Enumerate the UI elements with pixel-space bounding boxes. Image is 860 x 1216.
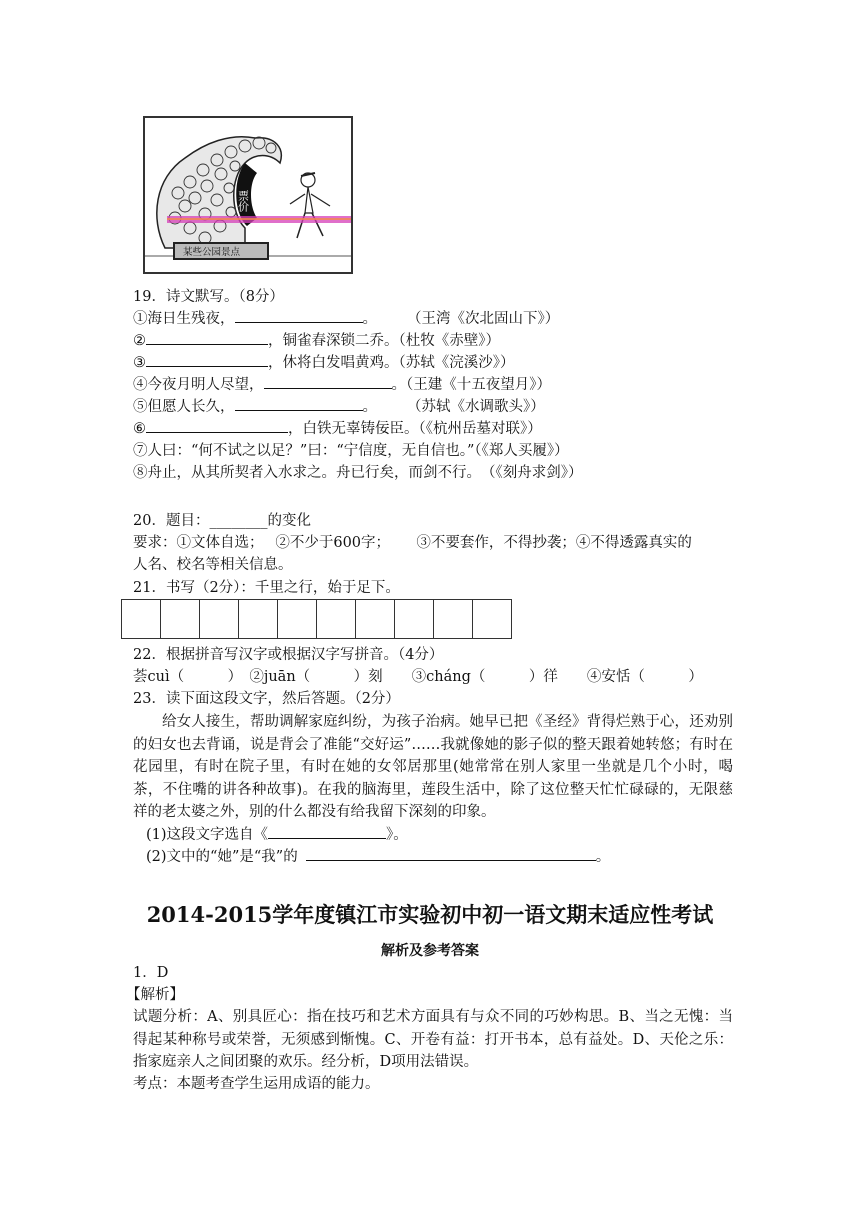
q23-sub2 [146,846,610,868]
q19-l2-text: ② [133,333,146,349]
writing-cell[interactable] [238,599,278,639]
analysis-label: 【解析】 [126,987,184,1003]
q19-heading: 19．诗文默写。（8分） [133,289,284,305]
q19-l1-source: （王湾《次北固山下》） [407,311,560,327]
q23-sub2-end: 。 [595,849,611,865]
answer-q1: 1．D [133,965,169,981]
q23-sub1 [146,824,408,846]
answer-subtitle: 解析及参考答案 [381,943,479,959]
q19-line-7: ⑦人曰：“何不试之以足？”曰：“宁信度，无自信也。”（《郑人买履》） [133,443,569,459]
writing-cell[interactable] [472,599,512,639]
q19-l3-text: ③ [133,355,146,371]
q19-l2-end: ，铜雀春深锁二乔。（杜牧《赤壁》） [268,333,500,349]
q19-l6-text: ⑥ [133,421,146,437]
cartoon-image [143,116,353,274]
q19-l5-text: ⑤但愿人长久， [133,399,235,415]
analysis-text: 试题分析：A、别具匠心：指在技巧和艺术方面具有与众不同的巧妙构思。B、当之无愧：当得起某种称号或荣誉，无须感到惭愧。C、开卷有益：打开书本，总有益处。D、天伦之乐：指家庭亲人之间团聚的欢乐。经分析，D项用法错误。 [133,1009,733,1070]
q19-l6-end: ，白铁无辜铸佞臣。（《杭州岳墓对联》） [288,421,542,437]
q19-line-4 [133,374,551,396]
q19-l5-source: （苏轼《水调歌头》） [407,399,545,415]
q20-requirements-2: 人名、校名等相关信息。 [133,557,293,573]
q23-sub2-text: (2)文中的“她”是“我”的 [146,849,298,865]
writing-cell[interactable] [199,599,239,639]
writing-cell[interactable] [121,599,161,639]
q22-items: 荟cuì（ ） ②juān（ ）刻 ③cháng（ ）徉 ④安恬（ ） [133,669,703,685]
q23-sub1-text: (1)这段文字选自《 [146,827,269,843]
q19-l3-end: ，休将白发唱黄鸡。（苏轼《浣溪沙》） [268,355,515,371]
writing-grid [122,599,512,639]
answer-blank[interactable] [235,396,363,411]
q19-line-2 [133,330,500,352]
cartoon-drawing [145,118,351,272]
answer-blank[interactable] [306,846,596,861]
q19-l4-end: 。（王建《十五夜望月》） [391,377,551,393]
q23-sub1-end: 》。 [386,827,408,843]
q19-line-1 [133,308,559,330]
writing-cell[interactable] [355,599,395,639]
q21-heading: 21．书写（2分）：千里之行，始于足下。 [133,580,400,596]
answer-blank[interactable] [146,330,268,345]
q19-l1-text: ①海日生残夜， [133,311,235,327]
q19-line-5 [133,396,545,418]
writing-cell[interactable] [160,599,200,639]
answer-blank[interactable] [268,824,386,839]
writing-cell[interactable] [394,599,434,639]
writing-cell[interactable] [316,599,356,639]
answer-blank[interactable] [146,418,288,433]
price-label: 票价 [236,190,250,212]
q19-line-6 [133,418,542,440]
writing-cell[interactable] [277,599,317,639]
q20-heading: 20．题目：________的变化 [133,513,311,529]
writing-cell[interactable] [433,599,473,639]
answer-title: 2014-2015学年度镇江市实验初中初一语文期末适应性考试 [146,902,714,927]
q23-passage: 给女人接生，帮助调解家庭纠纷，为孩子治病。她早已把《圣经》背得烂熟于心，还劝别的妇女也去背诵，说是背会了准能“交好运”……我就像她的影子似的整天跟着她转悠；有时在花园里，有时在院子里，有时在她的女邻居那里(她常常在别人家里一坐就是几个小时，喝茶，不住嘴的讲各种故事)。在我的脑海里，莲段生活中，除了这位整天忙忙碌碌的，无限慈祥的老太婆之外，别的什么都没有给我留下深刻的印象。 [133,714,733,820]
q22-heading: 22．根据拼音写汉字或根据汉字写拼音。（4分） [133,647,444,663]
q19-l1-end: 。 [362,311,377,327]
answer-blank[interactable] [264,374,392,389]
sign-label: 某些公园景点 [183,247,241,258]
q20-requirements: 要求：①文体自选； ②不少于600字； ③不要套作，不得抄袭；④不得透露真实的 [133,535,692,551]
answer-blank[interactable] [235,308,363,323]
answer-blank[interactable] [146,352,268,367]
q23-heading: 23．读下面这段文字，然后答题。（2分） [133,691,400,707]
q19-line-3 [133,352,515,374]
q19-line-8: ⑧舟止，从其所契者入水求之。舟已行矣，而剑不行。 （《刻舟求剑》） [133,465,583,481]
kaodian-text: 考点：本题考查学生运用成语的能力。 [133,1076,380,1092]
q19-l4-text: ④今夜月明人尽望， [133,377,264,393]
q19-l5-end: 。 [362,399,377,415]
